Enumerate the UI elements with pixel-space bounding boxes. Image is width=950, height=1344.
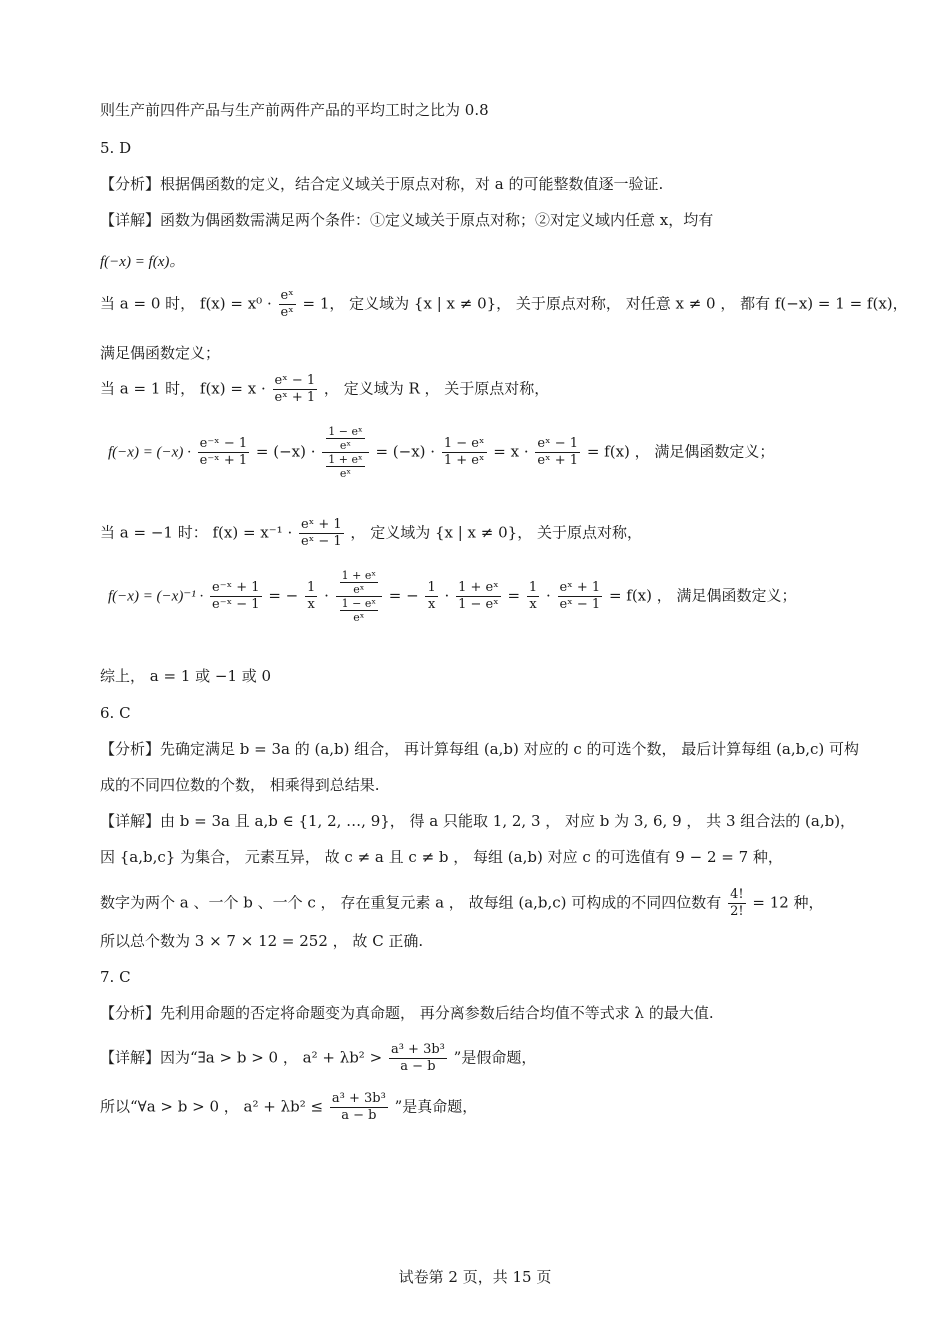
analysis-5: 【分析】根据偶函数的定义，结合定义域关于原点对称，对 a 的可能整数值逐一验证. — [100, 175, 664, 193]
text-line: 因 {a,b,c} 为集合， 元素互异， 故 c ≠ a 且 c ≠ b ， 每组 (a,b) 对应 c 的可选值有 9 − 2 = 7 种， — [100, 848, 783, 866]
fraction: $\frac{\text{1 − eˣ}}{\text{eˣ}}$ — [341, 597, 377, 624]
fraction: $\frac{\text{1 − eˣ}}{\text{eˣ}}$ — [328, 425, 363, 452]
question-5-answer: 5. D — [100, 139, 132, 157]
fraction: $\frac{\text{eˣ + 1}}{\text{eˣ − 1}}$ — [559, 580, 601, 612]
conclusion-5: 综上， a = 1 或 −1 或 0 — [100, 667, 272, 685]
detail-7: 【详解】因为“∃a > b > 0 ， a² + λb² > $\frac{\text{a³ + 3b³}}{a - b}$ ”是假命题， — [100, 1042, 537, 1074]
fraction: $\frac{1}{x}$ — [528, 580, 538, 612]
page-footer: 试卷第 2 页，共 15 页 — [398, 1268, 552, 1286]
question-6-answer: 6. C — [100, 704, 131, 722]
fraction: $\frac{\text{a³ + 3b³}}{a - b}$ — [331, 1091, 386, 1123]
fraction: $\frac{\text{a³ + 3b³}}{a - b}$ — [390, 1042, 445, 1074]
case-a-minus-1: 当 a = −1 时： f(x) = x⁻¹ · $\frac{\text{eˣ + 1}}{\text{eˣ − 1}}$ ， 定义域为 {x | x ≠ 0}， 关于原点对称， — [100, 517, 642, 549]
fraction: $\frac{\text{e⁻ˣ − 1}}{\text{e⁻ˣ + 1}}$ — [199, 436, 248, 468]
detail-6: 【详解】由 b = 3a 且 a,b ∈ {1, 2, …, 9}， 得 a 只能取 1, 2, 3 ， 对应 b 为 3, 6, 9 ， 共 3 组合法的 (a,b)， — [100, 812, 856, 830]
fraction: $\frac{\text{eˣ − 1}}{\text{eˣ + 1}}$ — [274, 373, 316, 405]
fraction: $\frac{\text{e⁻ˣ + 1}}{\text{e⁻ˣ − 1}}$ — [212, 580, 260, 612]
analysis-7: 【分析】先利用命题的否定将命题变为真命题， 再分离参数后结合均值不等式求 λ 的最大值. — [100, 1004, 714, 1022]
equation-a-1: f(−x) = (−x) · $\frac{\text{e⁻ˣ − 1}}{\text{e⁻ˣ + 1}}$ = (−x) · $\frac{\frac{\text{1 − eˣ}}{\text{eˣ}}}{\frac{\text{1 + eˣ}}{\text{eˣ}}}$ = (−x) · $\frac{\text{1 − eˣ}}{\text{1 + eˣ}}$ = x · $\frac{\text{eˣ − 1}}{\text{eˣ + 1}}$ = f(x) ， 满足偶函数定义； — [108, 425, 775, 480]
even-function-condition: f(−x) = f(x)。 — [100, 254, 185, 270]
fraction: $\frac{\text{1 + eˣ}}{\text{eˣ}}$ — [328, 453, 363, 480]
text-line: 所以总个数为 3 × 7 × 12 = 252 ， 故 C 正确. — [100, 932, 424, 950]
fraction: $\frac{\text{1 + eˣ}}{\text{eˣ}}$ — [341, 569, 377, 596]
text-line: 所以“∀a > b > 0 ， a² + λb² ≤ $\frac{\text{a³ + 3b³}}{a - b}$ ”是真命题， — [100, 1091, 478, 1123]
fraction: $\frac{\text{eˣ}}{\text{eˣ}}$ — [280, 288, 294, 320]
fraction: $\frac{\text{eˣ + 1}}{\text{eˣ − 1}}$ — [301, 517, 342, 549]
text-line: 成的不同四位数的个数， 相乘得到总结果. — [100, 776, 380, 794]
fraction: $\frac{\text{eˣ − 1}}{\text{eˣ + 1}}$ — [537, 436, 579, 468]
text-line: 满足偶函数定义； — [100, 344, 221, 362]
text-line: 则生产前四件产品与生产前两件产品的平均工时之比为 0.8 — [100, 101, 489, 119]
case-a-0: 当 a = 0 时， f(x) = x⁰ · $\frac{\text{eˣ}}{\text{eˣ}}$ = 1， 定义域为 {x | x ≠ 0}， 关于原点对称， 对任意 x ≠ 0 ， 都有 f(−x) = 1 = f(x)， — [100, 288, 908, 320]
detail-5: 【详解】函数为偶函数需满足两个条件：①定义域关于原点对称；②对定义域内任意 x，均有 — [100, 211, 714, 229]
fraction: $\frac{\text{1 + eˣ}}{\text{1 − eˣ}}$ — [458, 580, 499, 612]
analysis-6: 【分析】先确定满足 b = 3a 的 (a,b) 组合， 再计算每组 (a,b) 对应的 c 的可选个数， 最后计算每组 (a,b,c) 可构 — [100, 740, 860, 758]
fraction: $\frac{1}{x}$ — [307, 580, 316, 612]
question-7-answer: 7. C — [100, 968, 131, 986]
fraction: $\frac{\text{1 − eˣ}}{\text{1 + eˣ}}$ — [443, 436, 485, 468]
fraction: $\frac{4!}{2!}$ — [730, 887, 744, 919]
compound-fraction — [336, 569, 382, 624]
case-a-1: 当 a = 1 时， f(x) = x · $\frac{\text{eˣ − 1}}{\text{eˣ + 1}}$ ， 定义域为 R ， 关于原点对称， — [100, 373, 550, 405]
compound-fraction — [322, 425, 368, 480]
equation-a-minus-1: f(−x) = (−x)⁻¹ · $\frac{\text{e⁻ˣ + 1}}{\text{e⁻ˣ − 1}}$ = − $\frac{1}{x}$ · $\frac{\frac{\text{1 + eˣ}}{\text{eˣ}}}{\frac{\text{1 − eˣ}}{\text{eˣ}}}$ = − $\frac{1}{x}$ · $\frac{\text{1 + eˣ}}{\text{1 − eˣ}}$ = $\frac{1}{x}$ · $\frac{\text{eˣ + 1}}{\text{eˣ − 1}}$ = f(x) ， 满足偶函数定义； — [108, 569, 797, 624]
fraction: $\frac{1}{x}$ — [427, 580, 436, 612]
text-line: 数字为两个 a 、一个 b 、一个 c ， 存在重复元素 a ， 故每组 (a,b,c) 可构成的不同四位数有 $\frac{4!}{2!}$ = 12 种， — [100, 887, 824, 919]
